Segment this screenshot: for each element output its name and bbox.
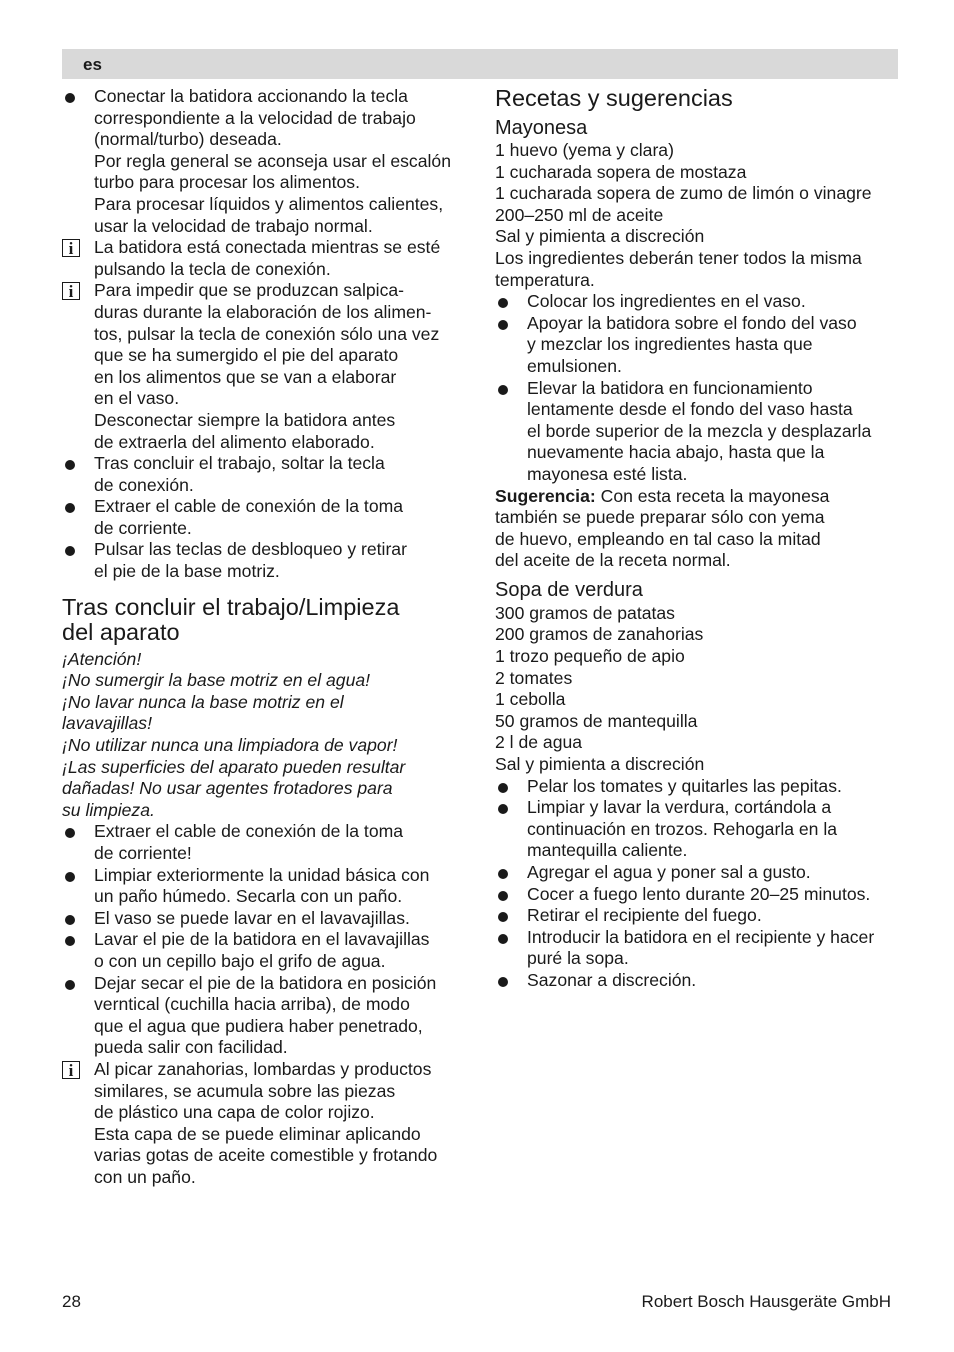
text-line: Elevar la batidora en funcionamiento xyxy=(527,377,813,398)
text-line: 300 gramos de patatas xyxy=(495,602,675,623)
text-line: turbo para procesar los alimentos. xyxy=(94,172,360,193)
right-column xyxy=(495,85,905,992)
bullet-item xyxy=(495,378,905,486)
text-line: con un paño. xyxy=(94,1166,196,1187)
bullet-item xyxy=(62,496,466,539)
bullet-item xyxy=(495,291,905,313)
bullet-item xyxy=(62,973,466,1059)
cleaning-heading xyxy=(62,595,466,645)
language-code: es xyxy=(83,55,102,74)
text-line: del aceite de la receta normal. xyxy=(495,550,731,571)
text-line: La batidora está conectada mientras se esté xyxy=(94,237,441,258)
text-line: ¡No sumergir la base motriz en el agua! xyxy=(62,670,371,691)
tip-continuation xyxy=(495,507,905,572)
text-line: tos, pulsar la tecla de conexión sólo una vez xyxy=(94,323,440,344)
text-line: Por regla general se aconseja usar el escalón xyxy=(94,150,451,171)
text-line: que se ha sumergido el pie del aparato xyxy=(94,345,399,366)
tip-text: Con esta receta la mayonesa xyxy=(595,485,830,506)
text-line: 200 gramos de zanahorias xyxy=(495,624,704,645)
soup-title: Sopa de verdura xyxy=(495,578,643,601)
text-line: en los alimentos que se van a elaborar xyxy=(94,366,397,387)
text-line: pueda salir con facilidad. xyxy=(94,1037,288,1058)
tip-label: Sugerencia: xyxy=(495,485,596,506)
text-line: Agregar el agua y poner sal a gusto. xyxy=(527,862,811,882)
text-line: El vaso se puede lavar en el lavavajillas. xyxy=(94,907,410,928)
company-name: Robert Bosch Hausgeräte GmbH xyxy=(641,1292,891,1311)
info-icon: i xyxy=(62,239,80,257)
text-line: en el vaso. xyxy=(94,388,180,409)
soup-ingredients xyxy=(495,603,905,776)
text-line: Dejar secar el pie de la batidora en posición xyxy=(94,972,437,993)
text-line: Conectar la batidora accionando la tecla xyxy=(94,86,408,106)
text-line: mayonesa esté lista. xyxy=(527,463,688,484)
recipes-heading: Recetas y sugerencias xyxy=(495,85,733,111)
text-line: Introducir la batidora en el recipiente y hacer xyxy=(527,926,875,947)
bullet-item xyxy=(495,313,905,378)
text-line: también se puede preparar sólo con yema xyxy=(495,507,825,528)
text-line: 1 cucharada sopera de zumo de limón o vinagre xyxy=(495,183,872,204)
bullet-item xyxy=(495,862,905,884)
bullet-item xyxy=(495,927,905,970)
bullet-item xyxy=(62,821,466,864)
text-line: el borde superior de la mezcla y desplazarla xyxy=(527,420,872,441)
text-line: (normal/turbo) deseada. xyxy=(94,129,282,150)
text-line: Limpiar y lavar la verdura, cortándola a xyxy=(527,797,832,818)
text-line: de huevo, empleando en tal caso la mitad xyxy=(495,528,821,549)
text-line: 200–250 ml de aceite xyxy=(495,204,664,225)
text-line: mantequilla caliente. xyxy=(527,840,688,861)
info-note xyxy=(62,1059,466,1189)
text-line: Para procesar líquidos y alimentos calientes, xyxy=(94,193,444,214)
mayonnaise-title: Mayonesa xyxy=(495,117,588,139)
text-line: similares, se acumula sobre las piezas xyxy=(94,1080,396,1101)
text-line: 1 cebolla xyxy=(495,689,566,710)
heading-line: del aparato xyxy=(62,618,180,645)
text-line: de conexión. xyxy=(94,474,194,495)
bullet-item xyxy=(62,908,466,930)
text-line: usar la velocidad de trabajo normal. xyxy=(94,215,373,236)
text-line: Al picar zanahorias, lombardas y productos xyxy=(94,1058,432,1079)
bullet-item xyxy=(495,905,905,927)
text-line: temperatura. xyxy=(495,269,595,290)
cleaning-instructions xyxy=(62,821,466,1188)
text-line: Retirar el recipiente del fuego. xyxy=(527,905,762,926)
mayonnaise-tip xyxy=(495,486,905,572)
text-line: que el agua que pudiera haber penetrado, xyxy=(94,1015,423,1036)
text-line: Extraer el cable de conexión de la toma xyxy=(94,821,404,842)
bullet-item xyxy=(62,865,466,908)
text-line: duras durante la elaboración de los alimen- xyxy=(94,301,432,322)
left-column xyxy=(62,86,466,1189)
text-line: su limpieza. xyxy=(62,799,155,820)
text-line: Apoyar la batidora sobre el fondo del vaso xyxy=(527,312,857,333)
text-line: Pelar los tomates y quitarles las pepitas. xyxy=(527,775,842,796)
text-line: Colocar los ingredientes en el vaso. xyxy=(527,291,806,312)
text-line: Tras concluir el trabajo, soltar la tecla xyxy=(94,453,385,474)
bullet-item xyxy=(62,453,466,496)
bullet-item xyxy=(62,929,466,972)
bullet-item xyxy=(62,539,466,582)
text-line: varias gotas de aceite comestible y frotando xyxy=(94,1145,438,1166)
text-line: correspondiente a la velocidad de trabajo xyxy=(94,107,416,128)
bullet-item xyxy=(62,86,466,237)
text-line: dañadas! No usar agentes frotadores para xyxy=(62,778,393,799)
text-line: de corriente! xyxy=(94,843,192,863)
bullet-item xyxy=(495,884,905,906)
bullet-item xyxy=(495,797,905,862)
text-line: lavavajillas! xyxy=(62,713,152,734)
text-line: ¡Atención! xyxy=(62,648,142,669)
text-line: verntical (cuchilla hacia arriba), de modo xyxy=(94,994,410,1015)
mayonnaise-steps xyxy=(495,291,905,485)
text-line: de corriente. xyxy=(94,517,192,538)
text-line: pulsando la tecla de conexión. xyxy=(94,258,331,279)
text-line: ¡Las superficies del aparato pueden resultar xyxy=(62,756,406,777)
soup-steps xyxy=(495,776,905,992)
info-icon: i xyxy=(62,282,80,300)
usage-instructions xyxy=(62,86,466,583)
text-line: lentamente desde el fondo del vaso hasta xyxy=(527,399,853,420)
bullet-item xyxy=(495,776,905,798)
text-line: 2 tomates xyxy=(495,667,573,688)
text-line: ¡No lavar nunca la base motriz en el xyxy=(62,691,344,712)
text-line: Desconectar siempre la batidora antes xyxy=(94,409,396,430)
text-line: Sal y pimienta a discreción xyxy=(495,754,705,775)
text-line: Extraer el cable de conexión de la toma xyxy=(94,496,404,517)
info-icon: i xyxy=(62,1061,80,1079)
text-line: 1 huevo (yema y clara) xyxy=(495,140,674,160)
text-line: emulsionen. xyxy=(527,355,622,376)
mayonnaise-ingredients xyxy=(495,140,905,291)
text-line: continuación en trozos. Rehogarla en la xyxy=(527,818,838,839)
text-line: Los ingredientes deberán tener todos la misma xyxy=(495,247,862,268)
text-line: Lavar el pie de la batidora en el lavavajillas xyxy=(94,929,430,950)
text-line: 2 l de agua xyxy=(495,732,583,753)
text-line: ¡No utilizar nunca una limpiadora de vapor! xyxy=(62,735,398,756)
text-line: Sazonar a discreción. xyxy=(527,969,697,990)
text-line: de extraerla del alimento elaborado. xyxy=(94,431,375,452)
info-note xyxy=(62,237,466,280)
text-line: Sal y pimienta a discreción xyxy=(495,226,705,247)
text-line: y mezclar los ingredientes hasta que xyxy=(527,334,813,355)
text-line: un paño húmedo. Secarla con un paño. xyxy=(94,886,403,907)
warning-block xyxy=(62,649,466,822)
text-line: el pie de la base motriz. xyxy=(94,561,280,582)
text-line: puré la sopa. xyxy=(527,948,629,969)
bullet-item xyxy=(495,970,905,992)
text-line: o con un cepillo bajo el grifo de agua. xyxy=(94,950,386,971)
text-line: de plástico una capa de color rojizo. xyxy=(94,1102,375,1123)
text-line: Cocer a fuego lento durante 20–25 minutos. xyxy=(527,883,871,904)
language-bar xyxy=(62,49,898,79)
page-number: 28 xyxy=(62,1292,81,1311)
heading-line: Tras concluir el trabajo/Limpieza xyxy=(62,593,400,620)
text-line: Esta capa de se puede eliminar aplicando xyxy=(94,1123,421,1144)
text-line: Para impedir que se produzcan salpica- xyxy=(94,280,405,301)
text-line: 50 gramos de mantequilla xyxy=(495,710,698,731)
text-line: nuevamente hacia abajo, hasta que la xyxy=(527,442,825,463)
text-line: Limpiar exteriormente la unidad básica con xyxy=(94,864,430,885)
text-line: 1 cucharada sopera de mostaza xyxy=(495,161,747,182)
info-note xyxy=(62,280,466,453)
text-line: Pulsar las teclas de desbloqueo y retirar xyxy=(94,539,407,560)
text-line: 1 trozo pequeño de apio xyxy=(495,646,685,667)
